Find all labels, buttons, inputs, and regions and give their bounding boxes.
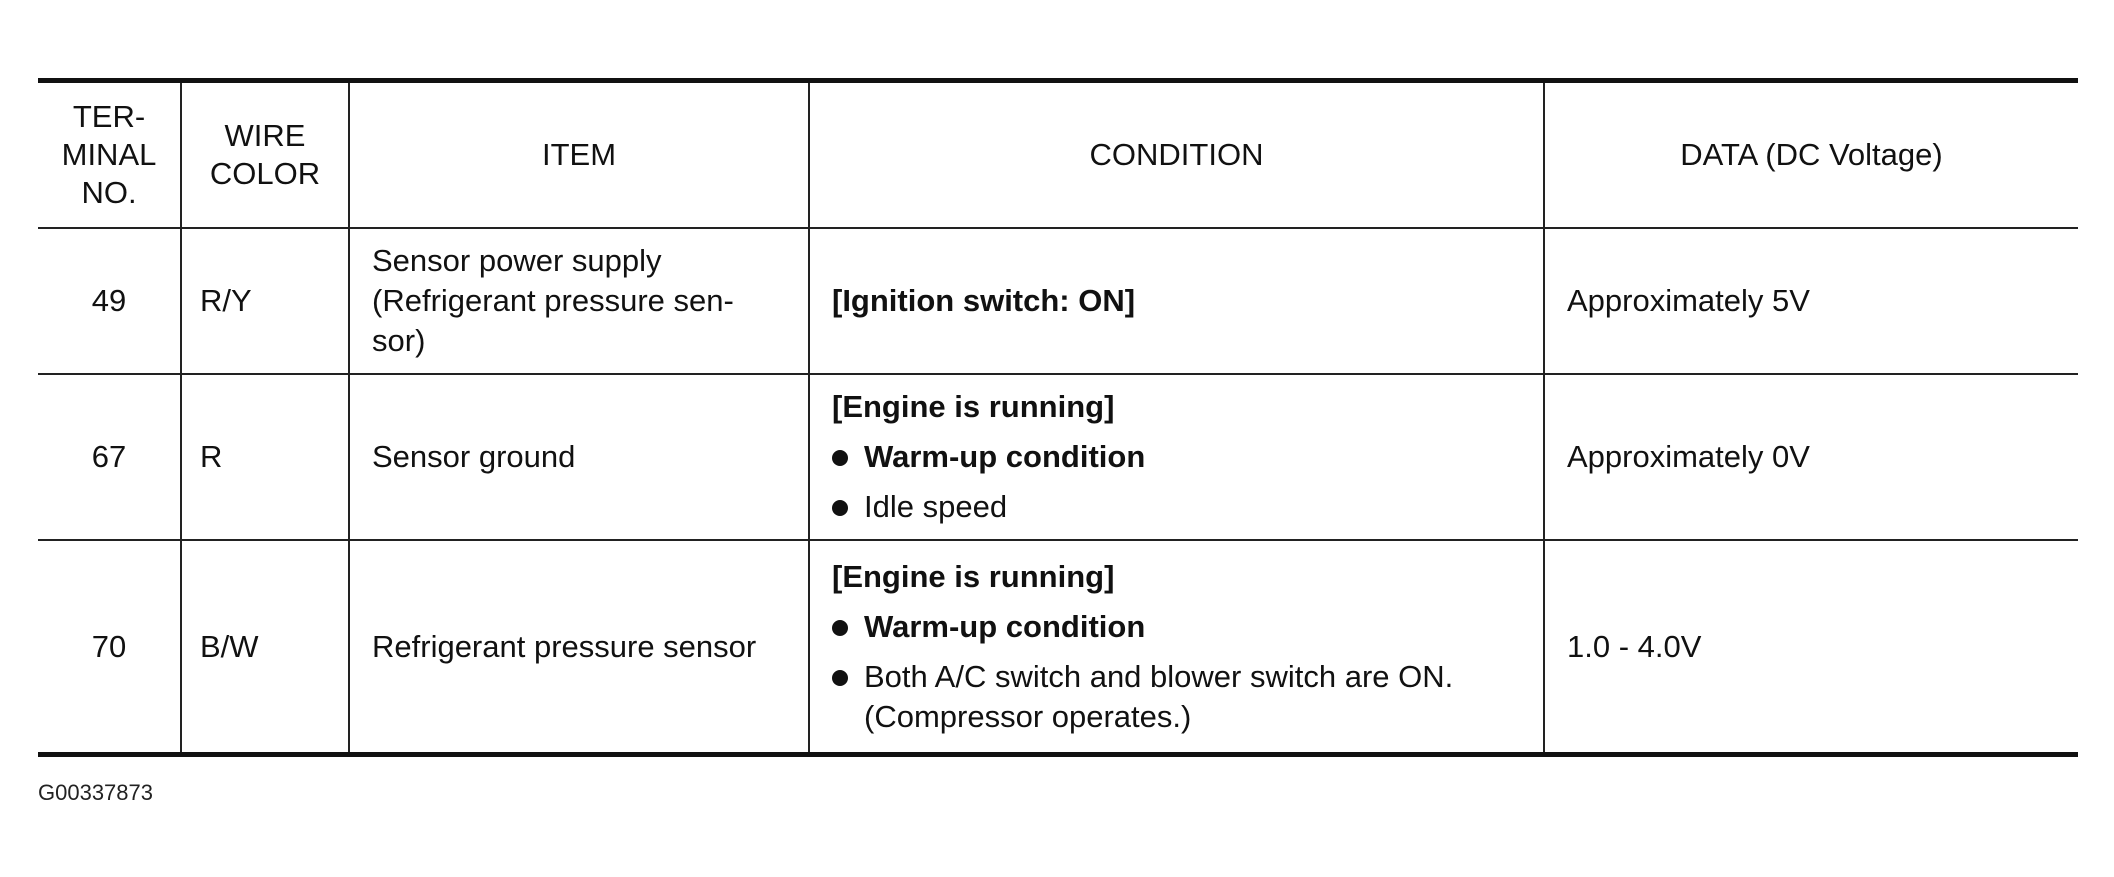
- wire-color: R: [181, 374, 349, 540]
- condition-heading: [Engine is running]: [832, 389, 1115, 424]
- header-wire-color: WIRE COLOR: [181, 83, 349, 228]
- condition-heading: [Engine is running]: [832, 558, 1115, 594]
- figure-code: G00337873: [38, 780, 153, 805]
- terminal-number: 49: [38, 228, 181, 374]
- condition-bullet-line: [832, 487, 1529, 527]
- condition-bullet-text: Warm-up condition: [864, 608, 1146, 644]
- condition-bullet-text: Both A/C switch and blower switch are ON. (Compressor operates.): [864, 658, 1454, 734]
- terminal-number: 70: [91, 628, 127, 664]
- item-text: Sensor ground: [349, 374, 809, 540]
- terminal-number: 67: [38, 374, 181, 540]
- header-condition: CONDITION: [809, 83, 1544, 228]
- item-text: Refrigerant pressure sensor: [349, 540, 809, 752]
- bullet-dot-icon: [832, 500, 848, 516]
- bullet-dot-icon: [832, 670, 848, 686]
- header-item: ITEM: [349, 83, 809, 228]
- condition-bullet-line: [832, 437, 1529, 477]
- condition-bullet-text: Warm-up condition: [864, 439, 1146, 474]
- condition-cell: [809, 374, 1544, 540]
- terminal-data-table-frame: [38, 78, 2078, 757]
- table-row: [38, 228, 2078, 374]
- table-row: [38, 374, 2078, 540]
- wire-color: R/Y: [181, 228, 349, 374]
- table-row: [38, 540, 2078, 752]
- header-row: [38, 83, 2078, 228]
- condition-heading: [Ignition switch: ON]: [832, 283, 1136, 318]
- condition-cell: [809, 540, 1544, 752]
- condition-bullet-text: Idle speed: [864, 489, 1008, 524]
- item-text: Sensor power supply (Refrigerant pressure sen- sor): [349, 228, 809, 374]
- data-value: Approximately 5V: [1544, 228, 2078, 374]
- bullet-dot-icon: [832, 620, 848, 636]
- condition-bullet-line: [832, 657, 1529, 737]
- wire-color: B/W: [181, 540, 349, 752]
- data-value: 1.0 - 4.0V: [1544, 540, 2078, 752]
- bullet-dot-icon: [832, 450, 848, 466]
- data-value: Approximately 0V: [1544, 374, 2078, 540]
- terminal-data-table: [38, 83, 2078, 752]
- condition-cell: [809, 228, 1544, 374]
- condition-bullet-line: [832, 607, 1529, 647]
- header-data: DATA (DC Voltage): [1544, 83, 2078, 228]
- header-terminal-no: TER- MINAL NO.: [38, 83, 181, 228]
